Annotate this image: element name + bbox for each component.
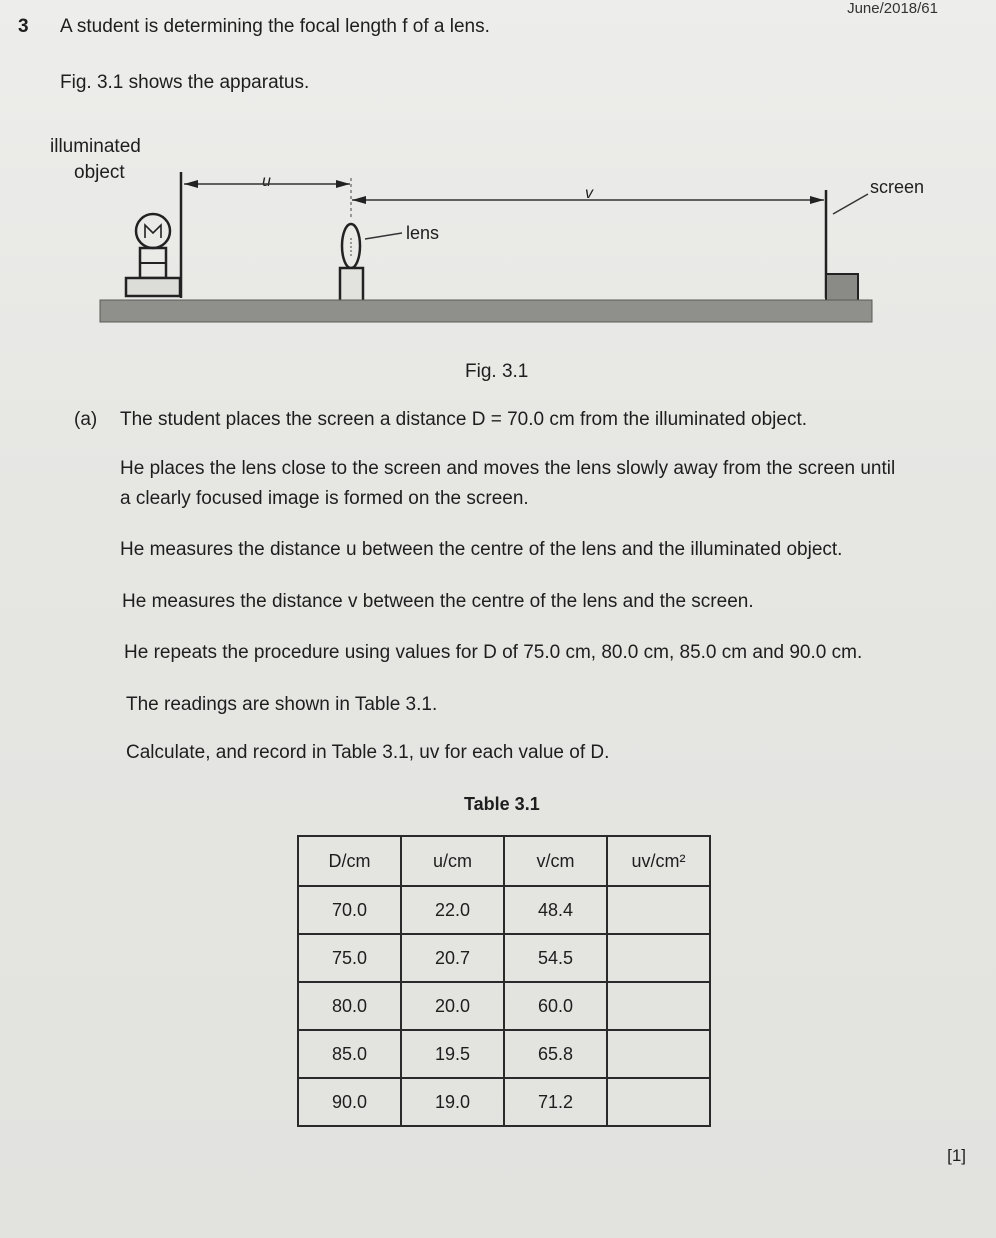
cell-u: 22.0	[401, 886, 504, 934]
table-title: Table 3.1	[464, 794, 540, 814]
figure-intro: Fig. 3.1 shows the apparatus.	[60, 72, 310, 93]
table-row	[298, 886, 710, 934]
header-uv: uv/cm²	[607, 836, 710, 886]
figure-caption: Fig. 3.1	[465, 361, 529, 382]
screen-pointer-line	[833, 194, 868, 214]
u-arrow-right	[336, 180, 350, 188]
cell-u: 20.7	[401, 934, 504, 982]
part-a-line-8: Calculate, and record in Table 3.1, uv for each value of D.	[126, 742, 610, 763]
cell-d: 85.0	[298, 1030, 401, 1078]
cell-u: 19.5	[401, 1030, 504, 1078]
part-a-line-3: a clearly focused image is formed on the screen.	[120, 488, 529, 509]
cell-uv-answer[interactable]	[607, 1030, 710, 1078]
header-d: D/cm	[298, 836, 401, 886]
table-row	[298, 1078, 710, 1126]
part-a-line-1: The student places the screen a distance D = 70.0 cm from the illuminated object.	[120, 409, 808, 430]
lens-pointer-line	[365, 233, 402, 239]
cell-v: 71.2	[504, 1078, 607, 1126]
cell-d: 90.0	[298, 1078, 401, 1126]
table-header-row	[298, 836, 710, 886]
part-a-line-6: He repeats the procedure using values for D of 75.0 cm, 80.0 cm, 85.0 cm and 90.0 cm.	[124, 642, 863, 663]
lens-label: lens	[406, 223, 440, 243]
cell-u: 20.0	[401, 982, 504, 1030]
illuminated-label: illuminated	[50, 136, 141, 157]
header-u: u/cm	[401, 836, 504, 886]
cell-v: 48.4	[504, 886, 607, 934]
marks-allocation: [1]	[947, 1146, 966, 1165]
cell-uv-answer[interactable]	[607, 886, 710, 934]
part-a-line-2: He places the lens close to the screen and moves the lens slowly away from the screen until	[120, 458, 896, 479]
cell-d: 75.0	[298, 934, 401, 982]
optical-bench	[100, 300, 872, 322]
cell-d: 70.0	[298, 886, 401, 934]
v-arrow-left	[352, 196, 366, 204]
cell-uv-answer[interactable]	[607, 934, 710, 982]
part-a-line-7: The readings are shown in Table 3.1.	[126, 694, 438, 715]
question-number: 3	[18, 16, 29, 37]
cell-v: 60.0	[504, 982, 607, 1030]
cell-uv-answer[interactable]	[607, 982, 710, 1030]
table-row	[298, 934, 710, 982]
table-row	[298, 982, 710, 1030]
part-a-line-5: He measures the distance v between the centre of the lens and the screen.	[122, 591, 754, 612]
u-label: u	[262, 173, 271, 190]
cell-u: 19.0	[401, 1078, 504, 1126]
object-label: object	[74, 162, 125, 183]
readings-table	[297, 835, 711, 1127]
part-a-label: (a)	[74, 409, 98, 430]
question-intro: A student is determining the focal length f of a lens.	[60, 16, 490, 37]
cell-d: 80.0	[298, 982, 401, 1030]
cell-v: 65.8	[504, 1030, 607, 1078]
v-arrow-right	[810, 196, 824, 204]
lamp-bulb-icon	[136, 214, 170, 248]
header-v: v/cm	[504, 836, 607, 886]
paper-reference: June/2018/61	[847, 0, 938, 17]
part-a-line-4: He measures the distance u between the centre of the lens and the illuminated object.	[120, 539, 843, 560]
lens-holder	[340, 268, 363, 302]
apparatus-diagram	[0, 120, 996, 390]
u-arrow-left	[184, 180, 198, 188]
v-label: v	[585, 185, 593, 202]
lamp-base	[126, 278, 180, 296]
table-row	[298, 1030, 710, 1078]
cell-uv-answer[interactable]	[607, 1078, 710, 1126]
lamp-filament-icon	[145, 225, 161, 238]
screen-label: screen	[870, 177, 925, 197]
cell-v: 54.5	[504, 934, 607, 982]
